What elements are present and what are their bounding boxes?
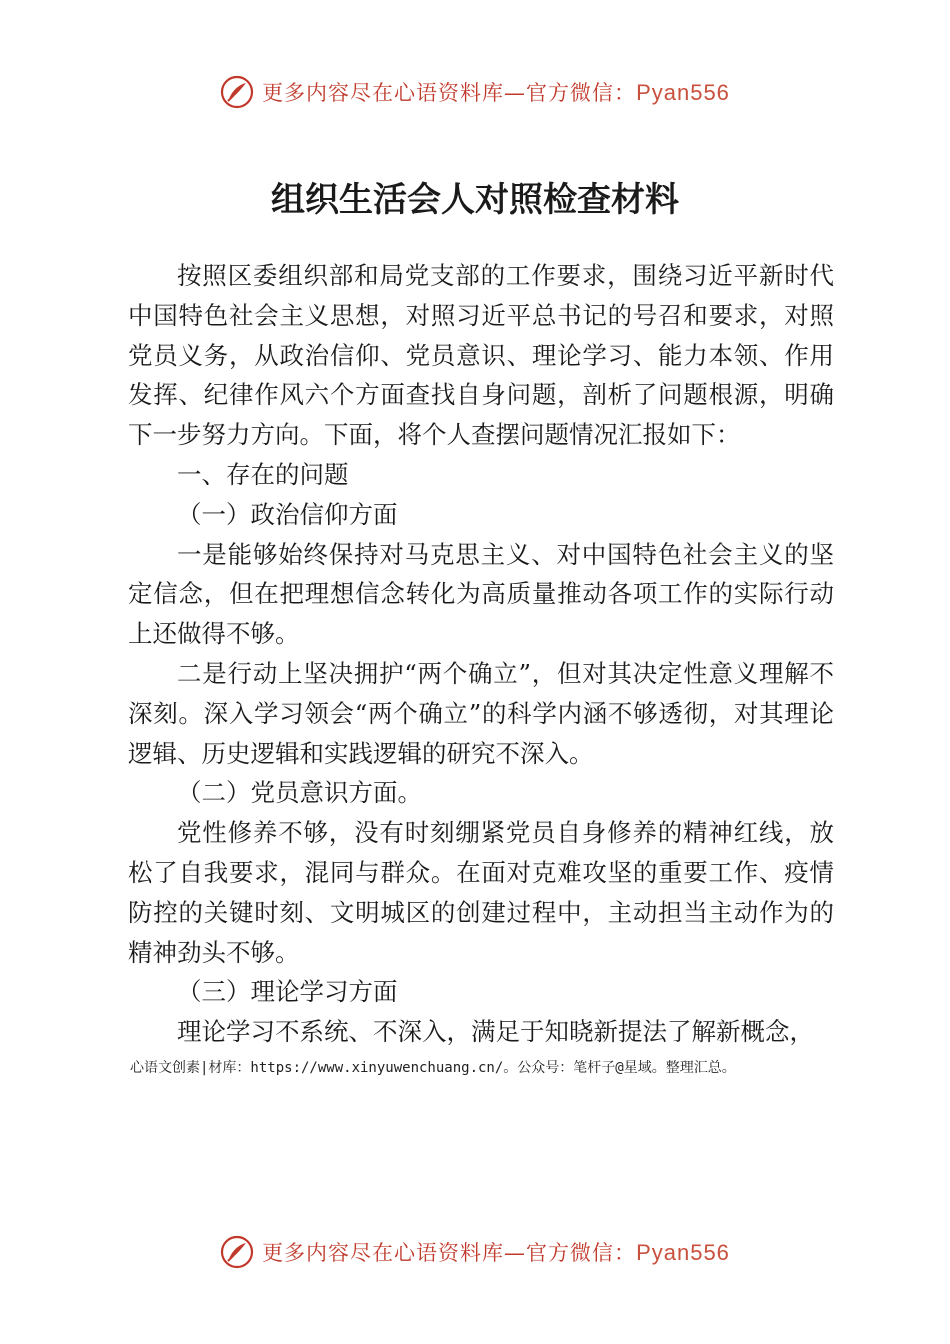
subsection-heading: （三）理论学习方面 [177,977,398,1007]
wechat-id: Pyan556 [636,80,730,105]
subsection-heading: （一）政治信仰方面 [177,499,398,529]
brand-logo-icon [220,1235,254,1269]
banner-text: 更多内容尽在心语资料库—官方微信：Pyan556 [262,80,730,105]
document-body [128,256,834,1052]
footer-watermark-banner [0,1232,950,1272]
paragraph: 一是能够始终保持对马克思主义、对中国特色社会主义的坚定信念，但在把理想信念转化为高质量推动各项工作的实际行动上还做得不够。 [128,539,834,649]
paragraph-intro: 按照区委组织部和局党支部的工作要求，围绕习近平新时代中国特色社会主义思想，对照习近平总书记的号召和要求，对照党员义务，从政治信仰、党员意识、理论学习、能力本领、作用发挥、纪律作风六个方面查找自身问题，剖析了问题根源，明确下一步努力方向。下面，将个人查摆问题情况汇报如下： [128,261,834,450]
section-heading: 一、存在的问题 [177,459,349,489]
header-watermark-banner [0,72,950,112]
paragraph: 二是行动上坚决拥护“两个确立”，但对其决定性意义理解不深刻。深入学习领会“两个确立”的科学内涵不够透彻，对其理论逻辑、历史逻辑和实践逻辑的研究不深入。 [128,658,834,768]
paragraph: 理论学习不系统、不深入，满足于知晓新提法了解新概念， [177,1017,814,1047]
document-title: 组织生活会人对照检查材料 [271,180,679,220]
brand-logo-icon [220,75,254,109]
subsection-heading: （二）党员意识方面。 [177,778,422,808]
source-footer-note: 心语文创素|材库：https://www.xinyuwenchuang.cn/。公众号：笔杆子@星域。整理汇总。 [130,1060,736,1076]
wechat-id: Pyan556 [636,1240,730,1265]
paragraph: 党性修养不够，没有时刻绷紧党员自身修养的精神红线，放松了自我要求，混同与群众。在面对克难攻坚的重要工作、疫情防控的关键时刻、文明城区的创建过程中，主动担当主动作为的精神劲头不够。 [128,818,834,967]
banner-text: 更多内容尽在心语资料库—官方微信：Pyan556 [262,1240,730,1265]
